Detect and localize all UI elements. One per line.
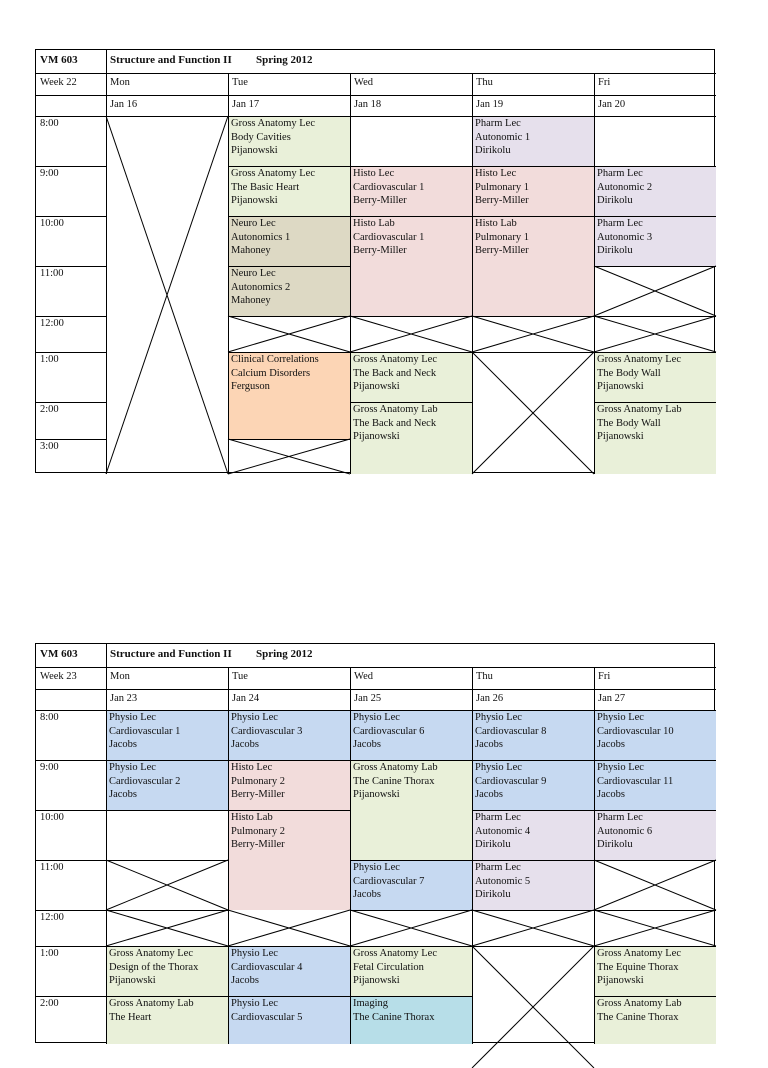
- time-label: 2:00: [40, 404, 59, 415]
- event-block: Histo Lab Pulmonary 1 Berry-Miller: [472, 216, 594, 316]
- date-thu: Jan 26: [476, 693, 504, 704]
- event-block: Histo Lec Cardiovascular 1 Berry-Miller: [350, 166, 472, 216]
- event-block: Histo Lab Pulmonary 2 Berry-Miller: [228, 810, 350, 910]
- event-block: Physio Lec Cardiovascular 7 Jacobs: [350, 860, 472, 910]
- date-wed: Jan 25: [354, 693, 382, 704]
- event-block: Gross Anatomy Lec The Basic Heart Pijanowski: [228, 166, 350, 216]
- time-label: 9:00: [40, 762, 59, 773]
- day-fri: Fri: [598, 671, 611, 682]
- day-wed: Wed: [354, 671, 373, 682]
- week-22-schedule-table: [35, 49, 715, 473]
- unscheduled-mark: [594, 316, 716, 352]
- event-block: Gross Anatomy Lec Body Cavities Pijanowski: [228, 116, 350, 166]
- time-label: 11:00: [40, 268, 64, 279]
- event-block: Neuro Lec Autonomics 2 Mahoney: [228, 266, 350, 316]
- event-block: Physio Lec Cardiovascular 5: [228, 996, 350, 1044]
- unscheduled-mark: [594, 266, 716, 316]
- date-wed: Jan 18: [354, 99, 382, 110]
- unscheduled-mark: [106, 860, 228, 910]
- unscheduled-mark: [106, 116, 228, 474]
- term: Spring 2012: [256, 54, 313, 66]
- unscheduled-mark: [472, 910, 594, 946]
- unscheduled-mark: [228, 910, 350, 946]
- time-label: 3:00: [40, 441, 59, 452]
- date-mon: Jan 23: [110, 693, 138, 704]
- event-block: Physio Lec Cardiovascular 6 Jacobs: [350, 710, 472, 760]
- event-block: Physio Lec Cardiovascular 4 Jacobs: [228, 946, 350, 996]
- course-title: Structure and Function II: [110, 648, 232, 660]
- event-block: Physio Lec Cardiovascular 1 Jacobs: [106, 710, 228, 760]
- time-label: 1:00: [40, 354, 59, 365]
- date-fri: Jan 20: [598, 99, 626, 110]
- week-label: Week 22: [40, 77, 77, 88]
- event-block: Physio Lec Cardiovascular 3 Jacobs: [228, 710, 350, 760]
- time-label: 12:00: [40, 318, 64, 329]
- date-mon: Jan 16: [110, 99, 138, 110]
- date-fri: Jan 27: [598, 693, 626, 704]
- event-block: Gross Anatomy Lab The Canine Thorax Pijanowski: [350, 760, 472, 860]
- event-block: Pharm Lec Autonomic 4 Dirikolu: [472, 810, 594, 860]
- day-tue: Tue: [232, 77, 248, 88]
- event-block: Gross Anatomy Lec The Equine Thorax Pijanowski: [594, 946, 716, 996]
- event-block: Gross Anatomy Lec Fetal Circulation Pijanowski: [350, 946, 472, 996]
- unscheduled-mark: [350, 910, 472, 946]
- date-thu: Jan 19: [476, 99, 504, 110]
- time-label: 9:00: [40, 168, 59, 179]
- day-tue: Tue: [232, 671, 248, 682]
- event-block: Histo Lec Pulmonary 2 Berry-Miller: [228, 760, 350, 810]
- unscheduled-mark: [594, 860, 716, 910]
- unscheduled-mark: [228, 316, 350, 352]
- event-block: Pharm Lec Autonomic 3 Dirikolu: [594, 216, 716, 266]
- event-block: Histo Lab Cardiovascular 1 Berry-Miller: [350, 216, 472, 316]
- time-label: 10:00: [40, 218, 64, 229]
- unscheduled-mark: [472, 352, 594, 474]
- event-block: Pharm Lec Autonomic 6 Dirikolu: [594, 810, 716, 860]
- time-label: 10:00: [40, 812, 64, 823]
- event-block: Neuro Lec Autonomics 1 Mahoney: [228, 216, 350, 266]
- unscheduled-mark: [106, 910, 228, 946]
- unscheduled-mark: [350, 316, 472, 352]
- time-label: 11:00: [40, 862, 64, 873]
- event-block: Physio Lec Cardiovascular 9 Jacobs: [472, 760, 594, 810]
- week-23-schedule-table: [35, 643, 715, 1043]
- day-thu: Thu: [476, 77, 493, 88]
- time-label: 1:00: [40, 948, 59, 959]
- day-fri: Fri: [598, 77, 611, 88]
- unscheduled-mark: [228, 439, 350, 474]
- event-block: Gross Anatomy Lab The Canine Thorax: [594, 996, 716, 1044]
- unscheduled-mark: [472, 316, 594, 352]
- unscheduled-mark: [472, 946, 594, 1068]
- event-block: Gross Anatomy Lec Design of the Thorax Pijanowski: [106, 946, 228, 996]
- event-block: Pharm Lec Autonomic 2 Dirikolu: [594, 166, 716, 216]
- time-label: 8:00: [40, 712, 59, 723]
- time-label: 12:00: [40, 912, 64, 923]
- event-block: Gross Anatomy Lab The Back and Neck Pijanowski: [350, 402, 472, 474]
- day-mon: Mon: [110, 77, 130, 88]
- course-title: Structure and Function II: [110, 54, 232, 66]
- event-block: Physio Lec Cardiovascular 11 Jacobs: [594, 760, 716, 810]
- day-wed: Wed: [354, 77, 373, 88]
- event-block: Gross Anatomy Lab The Heart: [106, 996, 228, 1044]
- event-block: Gross Anatomy Lab The Body Wall Pijanowski: [594, 402, 716, 474]
- date-tue: Jan 24: [232, 693, 260, 704]
- date-tue: Jan 17: [232, 99, 260, 110]
- time-label: 8:00: [40, 118, 59, 129]
- event-block: Histo Lec Pulmonary 1 Berry-Miller: [472, 166, 594, 216]
- event-block: Gross Anatomy Lec The Body Wall Pijanowski: [594, 352, 716, 402]
- event-block: Imaging The Canine Thorax: [350, 996, 472, 1044]
- event-block: Physio Lec Cardiovascular 10 Jacobs: [594, 710, 716, 760]
- event-block: Physio Lec Cardiovascular 8 Jacobs: [472, 710, 594, 760]
- unscheduled-mark: [594, 910, 716, 946]
- event-block: Gross Anatomy Lec The Back and Neck Pijanowski: [350, 352, 472, 402]
- term: Spring 2012: [256, 648, 313, 660]
- event-block: Clinical Correlations Calcium Disorders Ferguson: [228, 352, 350, 439]
- day-mon: Mon: [110, 671, 130, 682]
- course-code: VM 603: [40, 54, 78, 66]
- time-label: 2:00: [40, 998, 59, 1009]
- event-block: Physio Lec Cardiovascular 2 Jacobs: [106, 760, 228, 810]
- event-block: Pharm Lec Autonomic 5 Dirikolu: [472, 860, 594, 910]
- course-code: VM 603: [40, 648, 78, 660]
- event-block: Pharm Lec Autonomic 1 Dirikolu: [472, 116, 594, 166]
- day-thu: Thu: [476, 671, 493, 682]
- week-label: Week 23: [40, 671, 77, 682]
